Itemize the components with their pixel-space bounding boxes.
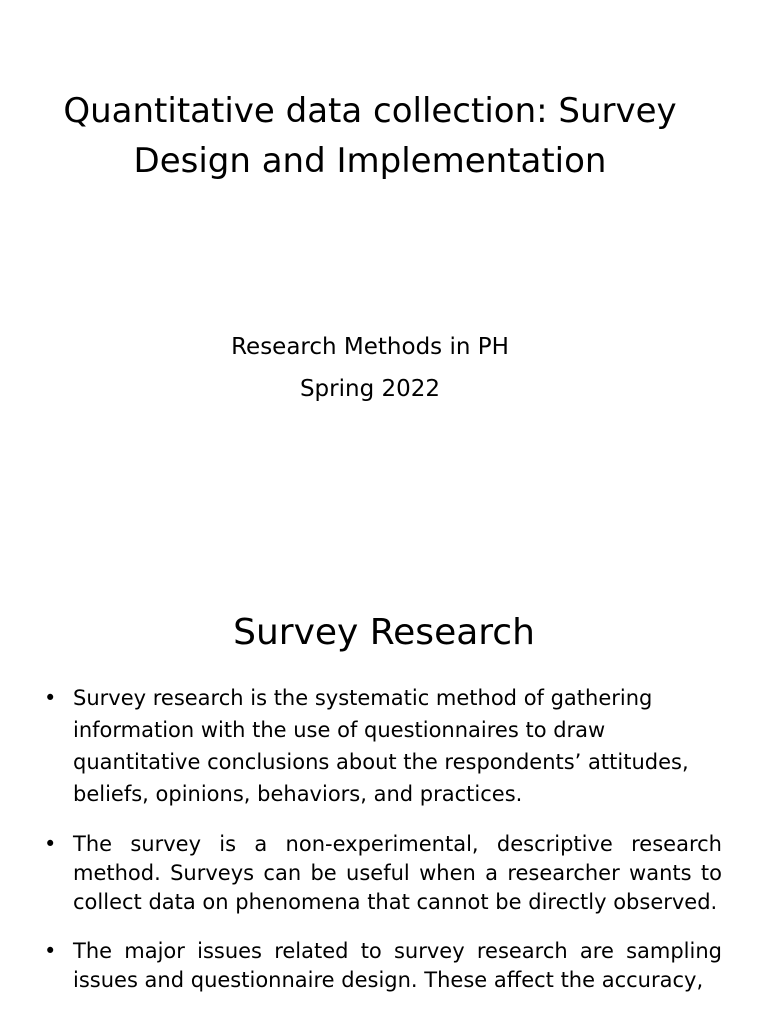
slide-survey-research: [0, 596, 768, 1024]
term-label: Spring 2022: [299, 376, 441, 402]
slide-title: Survey Research: [233, 612, 535, 653]
bullet-item: • The survey is a non-experimental, descriptive research method. Surveys can be useful when a researcher wants to collect data on phenomena that cannot be directly observed.: [40, 830, 722, 917]
bullet-item: • Survey research is the systematic method of gathering information with the use of questionnaires to draw quantitative conclusions about the respondents’ attitudes, beliefs, opinions, behaviors, and practices.: [40, 682, 722, 810]
bullet-item: • The major issues related to survey research are sampling issues and questionnaire design. These affect the accuracy,: [40, 937, 722, 995]
course-name: Research Methods in PH: [231, 334, 509, 360]
bullet-list: [40, 682, 722, 995]
presentation-title: Quantitative data collection: Survey Design and Implementation: [63, 91, 677, 181]
presentation-subtitle: [100, 326, 640, 410]
